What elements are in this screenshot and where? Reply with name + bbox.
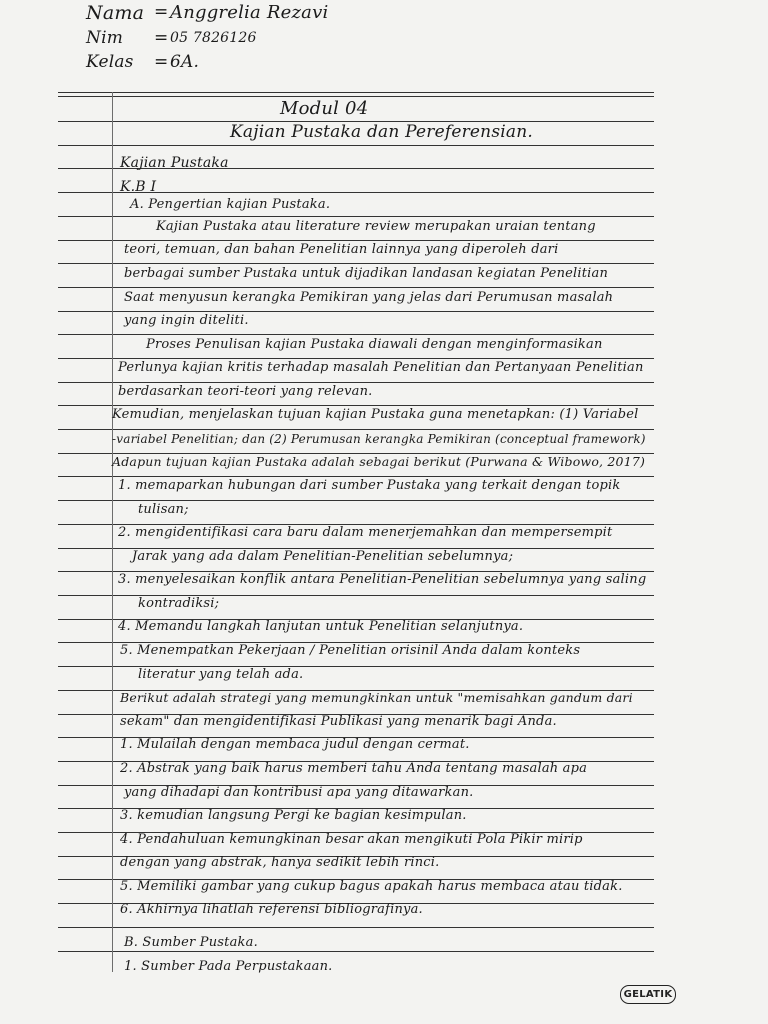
separator: = [154,2,169,22]
text-line: sekam" dan mengidentifikasi Publikasi yang menarik bagi Anda. [120,714,557,729]
ruled-line [58,927,654,928]
text-line: literatur yang telah ada. [138,667,304,682]
nim-label: Nim [86,28,124,48]
kelas-value: 6A. [170,52,200,72]
text-line: Saat menyusun kerangka Pemikiran yang jelas dari Perumusan masalah [124,290,614,305]
separator: = [154,52,169,72]
text-line: A. Pengertian kajian Pustaka. [130,197,331,212]
text-line: 1. Mulailah dengan membaca judul dengan cermat. [120,737,470,752]
text-line: 2. Abstrak yang baik harus memberi tahu Anda tentang masalah apa [120,761,588,776]
text-line: Proses Penulisan kajian Pustaka diawali dengan menginformasikan [146,337,603,352]
brand-logo: GELATIK [620,985,676,1004]
text-line: teori, temuan, dan bahan Penelitian lainnya yang diperoleh dari [124,242,559,257]
kb-label: K.B I [120,179,157,195]
separator: = [154,28,169,48]
ruled-line [58,96,654,97]
text-line: 6. Akhirnya lihatlah referensi bibliografinya. [120,902,423,917]
text-line: Kemudian, menjelaskan tujuan kajian Pustaka guna menetapkan: (1) Variabel [112,407,639,422]
lined-paper [58,92,654,972]
nama-label: Nama [86,2,145,24]
text-line: Jarak yang ada dalam Penelitian-Penelitian sebelumnya; [132,549,514,564]
section-heading: Kajian Pustaka [120,155,229,171]
text-line: -variabel Penelitian; dan (2) Perumusan kerangka Pemikiran (conceptual framework) [112,432,646,446]
text-line: yang dihadapi dan kontribusi apa yang ditawarkan. [124,785,474,800]
kelas-label: Kelas [86,52,134,72]
text-line: 4. Pendahuluan kemungkinan besar akan mengikuti Pola Pikir mirip [120,832,583,847]
nama-value: Anggrelia Rezavi [170,2,329,23]
text-line: Perlunya kajian kritis terhadap masalah Penelitian dan Pertanyaan Penelitian [118,360,644,375]
text-line: berdasarkan teori-teori yang relevan. [118,384,373,399]
text-line: tulisan; [138,502,189,517]
text-line: berbagai sumber Pustaka untuk dijadikan landasan kegiatan Penelitian [124,266,609,281]
text-line: 5. Memiliki gambar yang cukup bagus apakah harus membaca atau tidak. [120,879,623,894]
text-line: 3. menyelesaikan konflik antara Penelitian-Penelitian sebelumnya yang saling [118,572,647,587]
text-line: B. Sumber Pustaka. [124,935,258,950]
text-line: 5. Menempatkan Pekerjaan / Penelitian orisinil Anda dalam konteks [120,643,581,658]
nim-value: 05 7826126 [170,30,257,46]
text-line: yang ingin diteliti. [124,313,249,328]
text-line: kontradiksi; [138,596,220,611]
text-line: Kajian Pustaka atau literature review merupakan uraian tentang [156,219,596,234]
text-line: 4. Memandu langkah lanjutan untuk Penelitian selanjutnya. [118,619,524,634]
ruled-line [58,145,654,146]
page-subtitle: Kajian Pustaka dan Pereferensian. [230,122,533,142]
page-title: Modul 04 [280,98,369,119]
ruled-line [58,92,654,93]
margin-line [112,92,113,972]
text-line: 2. mengidentifikasi cara baru dalam menerjemahkan dan mempersempit [118,525,613,540]
student-info [86,0,386,80]
text-line: Berikut adalah strategi yang memungkinkan untuk "memisahkan gandum dari [120,690,633,705]
text-line: Adapun tujuan kajian Pustaka adalah sebagai berikut (Purwana & Wibowo, 2017) [112,454,646,469]
text-line: 3. kemudian langsung Pergi ke bagian kesimpulan. [120,808,467,823]
text-line: 1. Sumber Pada Perpustakaan. [124,959,333,974]
text-line: dengan yang abstrak, hanya sedikit lebih rinci. [120,855,440,870]
text-line: 1. memaparkan hubungan dari sumber Pustaka yang terkait dengan topik [118,478,621,493]
